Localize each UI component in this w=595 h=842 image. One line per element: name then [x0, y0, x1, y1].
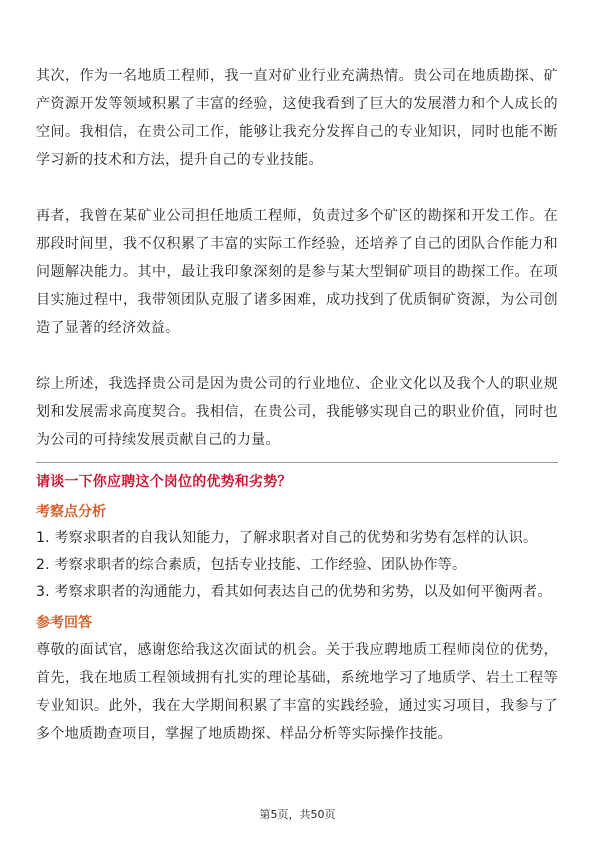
reference-answer-heading: 参考回答 [36, 615, 92, 631]
page-content [36, 62, 558, 748]
analysis-point-3: 3. 考察求职者的沟通能力，看其如何表达自己的优势和劣势，以及如何平衡两者。 [36, 584, 552, 600]
analysis-point-2: 2. 考察求职者的综合素质，包括专业技能、工作经验、团队协作等。 [36, 557, 467, 573]
section-divider [36, 462, 558, 463]
page-number: 第5页，共50页 [259, 808, 336, 821]
analysis-heading: 考察点分析 [36, 504, 106, 520]
reference-answer-text: 尊敬的面试官，感谢您给我这次面试的机会。关于我应聘地质工程师岗位的优势，首先，我在地质工程领域拥有扎实的理论基础，系统地学习了地质学、岩土工程等专业知识。此外，我在大学期间积累了丰富的实践经验，通过实习项目，我参与了多个地质勘查项目，掌握了地质勘探、样品分析等实际操作技能。 [36, 642, 558, 742]
interview-question: 请谈一下你应聘这个岗位的优势和劣势？ [36, 474, 292, 490]
body-paragraph-3: 综上所述，我选择贵公司是因为贵公司的行业地位、企业文化以及我个人的职业规划和发展需求高度契合。我相信，在贵公司，我能够实现自己的职业价值，同时也为公司的可持续发展贡献自己的力量。 [36, 376, 558, 448]
analysis-point-1: 1. 考察求职者的自我认知能力，了解求职者对自己的优势和劣势有怎样的认识。 [36, 530, 538, 546]
body-paragraph-2: 再者，我曾在某矿业公司担任地质工程师，负责过多个矿区的勘探和开发工作。在那段时间里，我不仅积累了丰富的实际工作经验，还培养了自己的团队合作能力和问题解决能力。其中，最让我印象深刻的是参与某大型铜矿项目的勘探工作。在项目实施过程中，我带领团队克服了诸多困难，成功找到了优质铜矿资源，为公司创造了显著的经济效益。 [36, 208, 558, 336]
body-paragraph-1: 其次，作为一名地质工程师，我一直对矿业行业充满热情。贵公司在地质勘探、矿产资源开发等领域积累了丰富的经验，这使我看到了巨大的发展潜力和个人成长的空间。我相信，在贵公司工作，能够让我充分发挥自己的专业知识，同时也能不断学习新的技术和方法，提升自己的专业技能。 [36, 68, 558, 168]
